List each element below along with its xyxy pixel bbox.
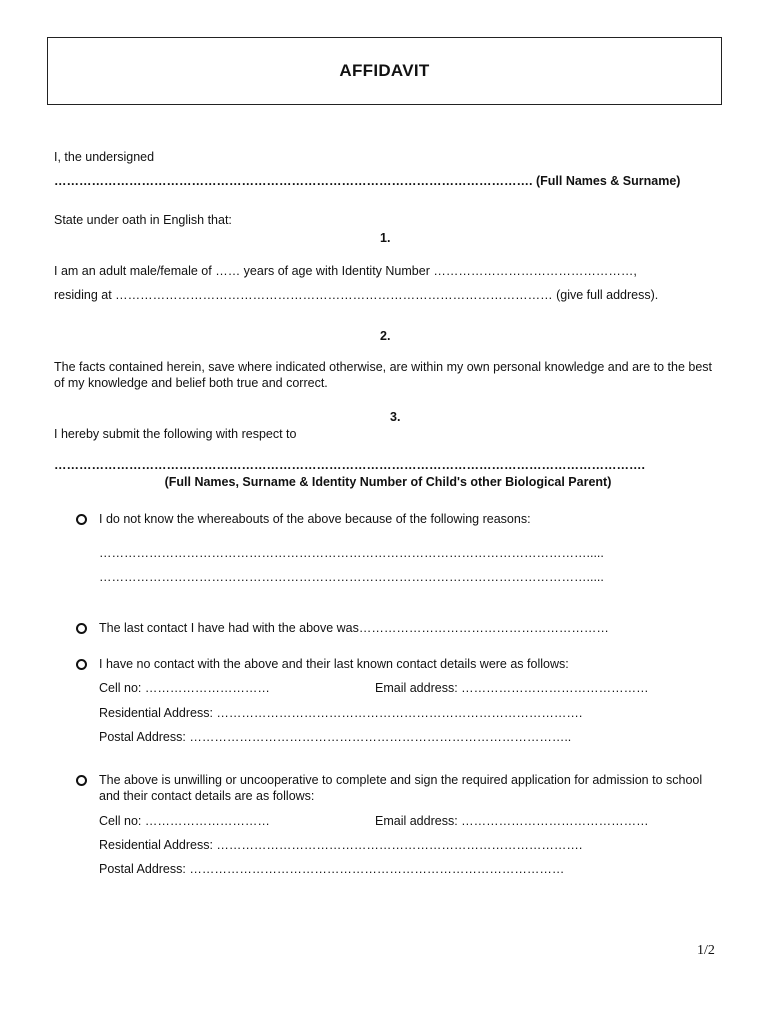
- page-title: AFFIDAVIT: [339, 61, 430, 80]
- page-number: 1/2: [697, 943, 715, 958]
- option-3-residential-field[interactable]: Residential Address: …………………………………………………………………………….: [99, 706, 583, 720]
- section-2-text: The facts contained herein, save where indicated otherwise, are within my own personal knowledge and are to the best of my knowledge and belief both true and correct.: [54, 360, 713, 390]
- full-names-label: (Full Names & Surname): [535, 174, 681, 188]
- parent-details-caption: (Full Names, Surname & Identity Number of Child's other Biological Parent): [164, 475, 612, 489]
- option-4-email-field[interactable]: Email address: ………………………………………: [375, 814, 649, 828]
- option-3-text: I have no contact with the above and their last known contact details were as follows:: [99, 657, 569, 671]
- section-1-line-2[interactable]: residing at …………………………………………………………………………………………… (give full address).: [54, 288, 659, 302]
- option-1-reason-line-2[interactable]: ……………………………………………………………………………………………………….....: [99, 570, 604, 584]
- option-4-cell-field[interactable]: Cell no: …………………………: [99, 814, 270, 828]
- parent-details-blank[interactable]: …………………………………………………………………………………………………………………………….: [54, 458, 645, 472]
- title-box: [47, 37, 722, 105]
- oath-text: State under oath in English that:: [54, 213, 232, 227]
- option-1-text: I do not know the whereabouts of the above because of the following reasons:: [99, 512, 531, 526]
- full-names-blank: …………………………………………………………………………………………………….: [54, 174, 533, 188]
- option-4-residential-field[interactable]: Residential Address: …………………………………………………………………………….: [99, 838, 583, 852]
- option-4-text: The above is unwilling or uncooperative to complete and sign the required application for admission to school and their contact details are as follows:: [99, 773, 703, 803]
- section-1-number: 1.: [380, 231, 391, 245]
- section-3-number: 3.: [390, 410, 401, 424]
- section-1-line-1[interactable]: I am an adult male/female of …… years of age with Identity Number …………………………………………,: [54, 264, 637, 278]
- option-4-postal-field[interactable]: Postal Address: ………………………………………………………………………………: [99, 862, 565, 876]
- section-3-text: I hereby submit the following with respect to: [54, 427, 297, 441]
- option-2-radio[interactable]: [76, 623, 87, 634]
- option-1-reason-line-1[interactable]: ……………………………………………………………………………………………………….....: [99, 546, 604, 560]
- option-1-radio[interactable]: [76, 514, 87, 525]
- option-3-postal-field[interactable]: Postal Address: ………………………………………………………………………………..: [99, 730, 572, 744]
- option-3-email-field[interactable]: Email address: ………………………………………: [375, 681, 649, 695]
- option-2-text[interactable]: The last contact I have had with the above was……………………………………………………: [99, 621, 609, 635]
- option-4-radio[interactable]: [76, 775, 87, 786]
- intro-text: I, the undersigned: [54, 150, 155, 164]
- full-names-field[interactable]: [54, 173, 680, 189]
- option-3-radio[interactable]: [76, 659, 87, 670]
- section-2-number: 2.: [380, 329, 391, 343]
- option-3-cell-field[interactable]: Cell no: …………………………: [99, 681, 270, 695]
